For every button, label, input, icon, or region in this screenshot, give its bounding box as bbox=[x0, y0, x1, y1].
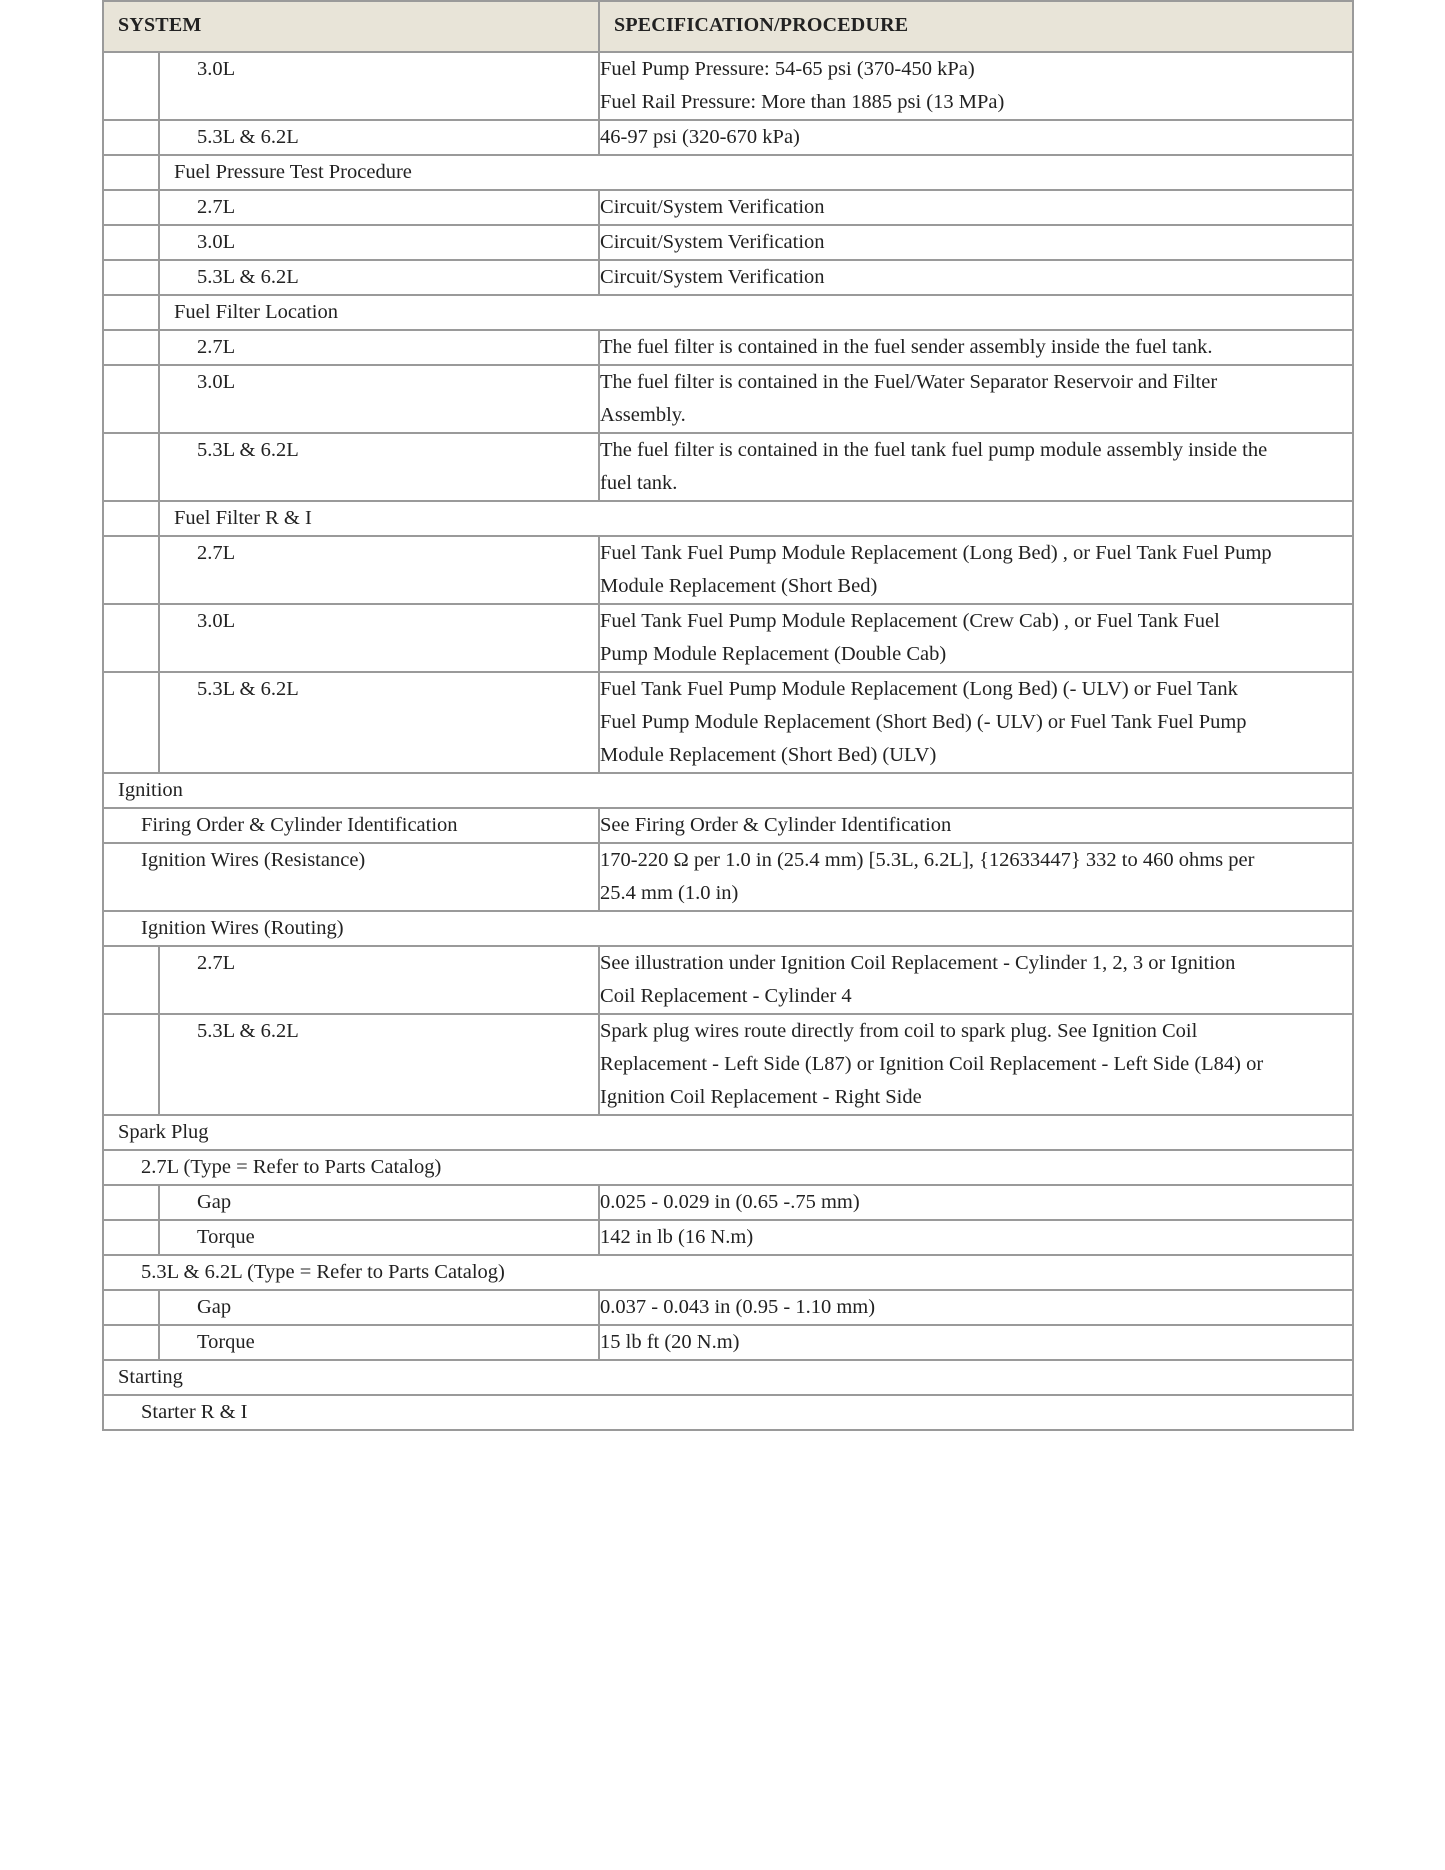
table-row bbox=[103, 365, 1353, 433]
row-label: 5.3L & 6.2L bbox=[197, 266, 299, 288]
row-label: Fuel Filter Location bbox=[174, 301, 338, 323]
row-label: Starter R & I bbox=[141, 1401, 248, 1423]
indent-cell bbox=[103, 120, 159, 155]
spec-cell bbox=[599, 1325, 1353, 1360]
system-cell bbox=[159, 1220, 599, 1255]
indent-cell bbox=[103, 672, 159, 773]
spec-line: Replacement - Left Side (L87) or Ignition Coil Replacement - Left Side (L84) or bbox=[600, 1053, 1264, 1075]
spec-cell bbox=[599, 1220, 1353, 1255]
indent-cell bbox=[103, 433, 159, 501]
indent-cell bbox=[103, 330, 159, 365]
section-cell bbox=[103, 1360, 1353, 1395]
row-label: Ignition Wires (Routing) bbox=[141, 917, 344, 939]
row-label: 5.3L & 6.2L bbox=[197, 126, 299, 148]
table-row bbox=[103, 773, 1353, 808]
spec-cell bbox=[599, 260, 1353, 295]
spec-line: Circuit/System Verification bbox=[600, 196, 825, 218]
row-label: 5.3L & 6.2L bbox=[197, 1020, 299, 1042]
row-label: 3.0L bbox=[197, 371, 236, 393]
spec-cell bbox=[599, 536, 1353, 604]
system-cell bbox=[159, 1014, 599, 1115]
spec-line: Fuel Rail Pressure: More than 1885 psi (13 MPa) bbox=[600, 91, 1005, 113]
table-row bbox=[103, 52, 1353, 120]
spec-line: See illustration under Ignition Coil Replacement - Cylinder 1, 2, 3 or Ignition bbox=[600, 952, 1236, 974]
specification-table bbox=[102, 0, 1354, 1431]
table-row bbox=[103, 1325, 1353, 1360]
system-cell bbox=[159, 433, 599, 501]
row-label: Starting bbox=[118, 1366, 183, 1388]
spec-line: Module Replacement (Short Bed) (ULV) bbox=[600, 744, 937, 766]
table-row bbox=[103, 190, 1353, 225]
system-cell bbox=[159, 225, 599, 260]
row-label: Ignition Wires (Resistance) bbox=[141, 849, 366, 871]
system-cell bbox=[159, 52, 599, 120]
indent-cell bbox=[103, 52, 159, 120]
spec-line: The fuel filter is contained in the fuel sender assembly inside the fuel tank. bbox=[600, 336, 1213, 358]
group-cell bbox=[159, 155, 1353, 190]
table-row bbox=[103, 1014, 1353, 1115]
indent-cell bbox=[103, 155, 159, 190]
table-row bbox=[103, 946, 1353, 1014]
spec-line: Pump Module Replacement (Double Cab) bbox=[600, 643, 947, 665]
spec-cell bbox=[599, 190, 1353, 225]
spec-cell bbox=[599, 1185, 1353, 1220]
table-row bbox=[103, 433, 1353, 501]
table-row bbox=[103, 501, 1353, 536]
system-cell bbox=[159, 1325, 599, 1360]
spec-cell bbox=[599, 672, 1353, 773]
spec-line: Fuel Pump Module Replacement (Short Bed) (- ULV) or Fuel Tank Fuel Pump bbox=[600, 711, 1247, 733]
section-cell bbox=[103, 1115, 1353, 1150]
spec-line: Circuit/System Verification bbox=[600, 266, 825, 288]
spec-line: fuel tank. bbox=[600, 472, 678, 494]
table-row bbox=[103, 260, 1353, 295]
row-label: 2.7L bbox=[197, 542, 236, 564]
row-label: Gap bbox=[197, 1296, 232, 1318]
spec-cell bbox=[599, 1014, 1353, 1115]
row-label: Firing Order & Cylinder Identification bbox=[141, 814, 458, 836]
row-label: Torque bbox=[197, 1331, 255, 1353]
indent-cell bbox=[103, 365, 159, 433]
indent-cell bbox=[103, 1290, 159, 1325]
system-cell bbox=[159, 672, 599, 773]
specification-column-header: SPECIFICATION/PROCEDURE bbox=[599, 1, 1353, 52]
indent-cell bbox=[103, 1014, 159, 1115]
table-row bbox=[103, 1185, 1353, 1220]
spec-cell bbox=[599, 330, 1353, 365]
row-label: 2.7L (Type = Refer to Parts Catalog) bbox=[141, 1156, 442, 1178]
row-label: 3.0L bbox=[197, 610, 236, 632]
table-header-row bbox=[103, 1, 1353, 52]
row-label: Gap bbox=[197, 1191, 232, 1213]
system-cell bbox=[159, 260, 599, 295]
table-row bbox=[103, 330, 1353, 365]
spec-line: 0.025 - 0.029 in (0.65 -.75 mm) bbox=[600, 1191, 860, 1213]
spec-line: The fuel filter is contained in the Fuel/Water Separator Reservoir and Filter bbox=[600, 371, 1218, 393]
spec-line: Fuel Tank Fuel Pump Module Replacement (Long Bed) (- ULV) or Fuel Tank bbox=[600, 678, 1238, 700]
spec-cell bbox=[599, 120, 1353, 155]
table-row bbox=[103, 155, 1353, 190]
system-cell bbox=[159, 365, 599, 433]
table-row bbox=[103, 1220, 1353, 1255]
table-row bbox=[103, 1115, 1353, 1150]
row-label: 3.0L bbox=[197, 231, 236, 253]
table-row bbox=[103, 1150, 1353, 1185]
spec-cell bbox=[599, 52, 1353, 120]
system-cell bbox=[159, 946, 599, 1014]
row-label: 5.3L & 6.2L bbox=[197, 439, 299, 461]
spec-line: Fuel Tank Fuel Pump Module Replacement (Crew Cab) , or Fuel Tank Fuel bbox=[600, 610, 1220, 632]
table-row bbox=[103, 911, 1353, 946]
indent-cell bbox=[103, 225, 159, 260]
row-label: 5.3L & 6.2L bbox=[197, 678, 299, 700]
table-row bbox=[103, 843, 1353, 911]
system-cell bbox=[159, 1290, 599, 1325]
indent-cell bbox=[103, 260, 159, 295]
table-row bbox=[103, 295, 1353, 330]
table-row bbox=[103, 604, 1353, 672]
indent-cell bbox=[103, 295, 159, 330]
group-cell bbox=[103, 1150, 1353, 1185]
indent-cell bbox=[103, 1185, 159, 1220]
row-label: Spark Plug bbox=[118, 1121, 209, 1143]
spec-cell bbox=[599, 225, 1353, 260]
system-cell bbox=[159, 1185, 599, 1220]
spec-cell bbox=[599, 1290, 1353, 1325]
group-cell bbox=[103, 911, 1353, 946]
indent-cell bbox=[103, 946, 159, 1014]
group-cell bbox=[103, 1395, 1353, 1430]
table-row bbox=[103, 536, 1353, 604]
spec-line: Circuit/System Verification bbox=[600, 231, 825, 253]
spec-cell bbox=[599, 604, 1353, 672]
spec-cell bbox=[599, 843, 1353, 911]
system-cell bbox=[103, 843, 599, 911]
group-cell bbox=[159, 295, 1353, 330]
system-cell bbox=[159, 536, 599, 604]
spec-cell bbox=[599, 808, 1353, 843]
spec-line: Module Replacement (Short Bed) bbox=[600, 575, 878, 597]
spec-line: Fuel Pump Pressure: 54-65 psi (370-450 kPa) bbox=[600, 58, 975, 80]
indent-cell bbox=[103, 190, 159, 225]
spec-cell bbox=[599, 433, 1353, 501]
indent-cell bbox=[103, 1220, 159, 1255]
group-cell bbox=[159, 501, 1353, 536]
spec-line: 25.4 mm (1.0 in) bbox=[600, 882, 739, 904]
row-label: Fuel Filter R & I bbox=[174, 507, 312, 529]
spec-line: 46-97 psi (320-670 kPa) bbox=[600, 126, 800, 148]
spec-line: 142 in lb (16 N.m) bbox=[600, 1226, 754, 1248]
spec-line: 15 lb ft (20 N.m) bbox=[600, 1331, 740, 1353]
row-label: Torque bbox=[197, 1226, 255, 1248]
spec-line: Spark plug wires route directly from coil to spark plug. See Ignition Coil bbox=[600, 1020, 1198, 1042]
system-cell bbox=[103, 808, 599, 843]
row-label: 2.7L bbox=[197, 952, 236, 974]
row-label: 2.7L bbox=[197, 336, 236, 358]
row-label: 2.7L bbox=[197, 196, 236, 218]
section-cell bbox=[103, 773, 1353, 808]
table-row bbox=[103, 1395, 1353, 1430]
spec-line: See Firing Order & Cylinder Identification bbox=[600, 814, 952, 836]
table-row bbox=[103, 120, 1353, 155]
table-row bbox=[103, 1255, 1353, 1290]
system-cell bbox=[159, 604, 599, 672]
indent-cell bbox=[103, 536, 159, 604]
table-body bbox=[103, 52, 1353, 1430]
spec-line: The fuel filter is contained in the fuel tank fuel pump module assembly inside the bbox=[600, 439, 1268, 461]
spec-line: Coil Replacement - Cylinder 4 bbox=[600, 985, 852, 1007]
row-label: Fuel Pressure Test Procedure bbox=[174, 161, 412, 183]
spec-line: Fuel Tank Fuel Pump Module Replacement (Long Bed) , or Fuel Tank Fuel Pump bbox=[600, 542, 1272, 564]
indent-cell bbox=[103, 604, 159, 672]
spec-line: 0.037 - 0.043 in (0.95 - 1.10 mm) bbox=[600, 1296, 876, 1318]
spec-line: Assembly. bbox=[600, 404, 686, 426]
table-row bbox=[103, 225, 1353, 260]
row-label: 5.3L & 6.2L (Type = Refer to Parts Catalog) bbox=[141, 1261, 505, 1283]
table-row bbox=[103, 808, 1353, 843]
spec-cell bbox=[599, 365, 1353, 433]
spec-line: Ignition Coil Replacement - Right Side bbox=[600, 1086, 922, 1108]
table-row bbox=[103, 1360, 1353, 1395]
row-label: 3.0L bbox=[197, 58, 236, 80]
indent-cell bbox=[103, 1325, 159, 1360]
spec-cell bbox=[599, 946, 1353, 1014]
system-cell bbox=[159, 120, 599, 155]
table-row bbox=[103, 1290, 1353, 1325]
row-label: Ignition bbox=[118, 779, 183, 801]
table-row bbox=[103, 672, 1353, 773]
system-cell bbox=[159, 330, 599, 365]
system-cell bbox=[159, 190, 599, 225]
system-column-header: SYSTEM bbox=[103, 1, 599, 52]
spec-line: 170-220 Ω per 1.0 in (25.4 mm) [5.3L, 6.2L], {12633447} 332 to 460 ohms per bbox=[600, 849, 1255, 871]
group-cell bbox=[103, 1255, 1353, 1290]
indent-cell bbox=[103, 501, 159, 536]
